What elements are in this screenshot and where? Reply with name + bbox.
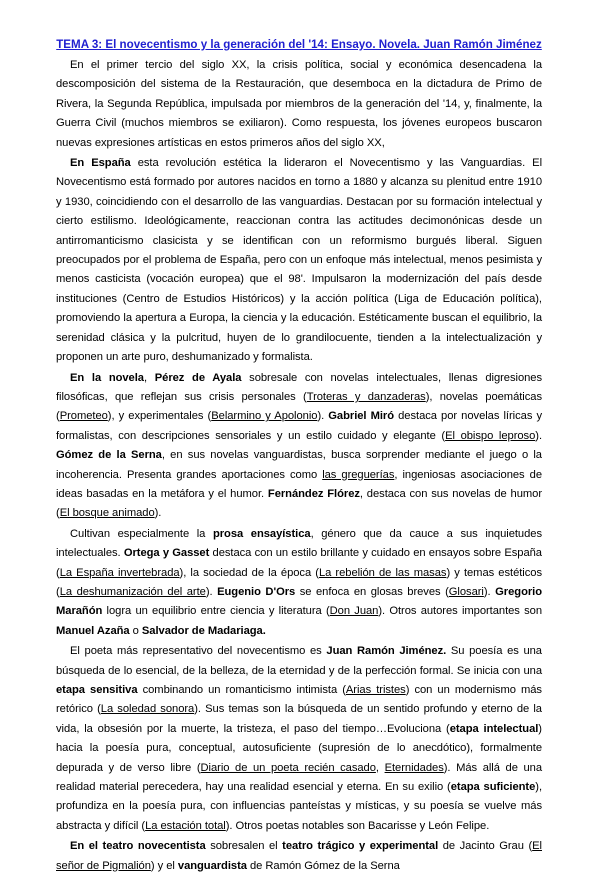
paragraph-teatro: [56, 837, 542, 876]
paragraph-text: ,: [375, 761, 385, 774]
bold-term: En la novela: [70, 371, 144, 384]
paragraph-text: ).: [535, 429, 542, 442]
paragraph-text: logra un equilibrio entre ciencia y literatura (: [102, 605, 330, 618]
bold-term: etapa sensitiva: [56, 684, 138, 696]
paragraph-text: ) y el: [150, 859, 178, 872]
work-title: La España invertebrada: [59, 566, 180, 579]
paragraph-text: ).: [205, 585, 218, 598]
paragraph-text: Cultivan especialmente la: [70, 527, 213, 540]
paragraph-text: El poeta más representativo del novecentismo es: [70, 645, 327, 658]
paragraph-text: ) hacia la poesía pura, conceptual, autosuficiente (supresión de lo anecdótico), formalmente depurada y de verso libre (: [56, 722, 542, 774]
author-name: Ortega y Gasset: [123, 547, 210, 560]
paragraph-ensayo: [56, 525, 542, 641]
paragraph-text: ), la sociedad de la época (: [179, 566, 319, 579]
author-name: Manuel Azaña: [56, 624, 130, 637]
paragraph-text: , ingeniosas asociaciones de ideas basadas en la metáfora y el humor.: [56, 468, 542, 500]
paragraph-text: ), profundiza en la poesía pura, con influencias panteístas y místicas, y su poesía se vuelve más abstracta y difícil (: [56, 781, 542, 832]
paragraph-context: [56, 56, 542, 153]
paragraph-novecentismo: [56, 154, 542, 367]
bold-term: teatro trágico y experimental: [282, 840, 439, 853]
author-name: Gabriel Miró: [328, 410, 395, 423]
paragraph-text: sobresale con novelas intelectuales, llenas digresiones filosóficas, que reflejan sus crisis personales (: [56, 371, 542, 403]
work-title: Arias tristes: [345, 684, 406, 696]
work-title: La estación total: [145, 819, 226, 832]
paragraph-text: ). Sus temas son la búsqueda de un sentido profundo y eterno de la vida, la obsesión por la muerte, la tristeza, el paso del tiempo…Evoluciona (: [56, 703, 542, 735]
bold-term: En el teatro novecentista: [70, 840, 206, 853]
paragraph-text: esta revolución estética la lideraron el Novecentismo y las Vanguardias. El Novecentismo está formado por autores nacidos en torno a 1880 y alcanza su plenitud entre 1910 y 1930, coincidiendo con el desarrollo de las vanguardias. Destacan por su formación intelectual y cierto estilismo. Ideológicamente, reaccionan contra las actitudes decimonónicas desde un antirromanticismo clasicista y se identifican con un reformismo burgués liberal. Siguen preocupados por el problema de España, pero con un enfoque más intelectual, menos pesimista y menos casticista (vocación europea) que el 98'. Impulsaron la modernización del país desde instituciones (Centro de Estudios Históricos) y la acción política (Liga de Educación política), promoviendo la apertura a Europa, la ciencia y la educación. Estéticamente buscan el equilibrio, la serenidad clásica y la pulcritud, huyen de lo grandilocuente, tienden a la intelectualización y proponen un arte puro, deshumanizado y formalista.: [56, 157, 543, 364]
paragraph-text: , destaca con sus novelas de humor (: [56, 487, 542, 520]
work-title: Don Juan: [329, 605, 379, 618]
paragraph-text: combinando un romanticismo intimista (: [137, 684, 346, 696]
work-title: Belarmino y Apolonio: [211, 410, 318, 423]
paragraph-text: ,: [143, 371, 155, 384]
paragraph-text: de Ramón Gómez de la Serna: [246, 859, 400, 872]
work-title: Glosari: [448, 585, 484, 598]
work-title: Diario de un poeta recién casado: [200, 761, 376, 774]
bold-term: vanguardista: [177, 859, 247, 872]
work-title: La rebelión de las masas: [318, 566, 447, 579]
paragraph-text: o: [129, 624, 142, 637]
bold-term: prosa ensayística: [212, 527, 311, 540]
author-name: Salvador de Madariaga.: [141, 624, 266, 637]
work-title: El señor de Pigmalión: [56, 840, 542, 872]
author-name: Gregorio Marañón: [56, 585, 542, 618]
paragraph-text: ).: [483, 585, 496, 598]
paragraph-text: En el primer tercio del siglo XX, la crisis política, social y económica desencadena la descomposición del sistema de la Restauración, que desemboca en la dictadura de Primo de Rivera, la Segunda República, impulsada por miembros de la generación del '14, y, finalmente, la Guerra Civil (muchos miembros se exiliaron). Como respuesta, los jóvenes europeos buscaron nuevas expresiones artísticas en estos primeros años del siglo XX,: [56, 59, 542, 149]
paragraph-text: ).: [154, 507, 162, 520]
bold-term: etapa intelectual: [449, 722, 539, 735]
work-title: las greguerías: [322, 468, 395, 481]
paragraph-text: ).: [317, 410, 329, 423]
paragraph-text: ). Más allá de una realidad material perecedera, hay una realidad esencial y eterna. En su exilio (: [56, 761, 543, 794]
paragraph-text: ). Otros poetas notables son Bacarisse y León Felipe.: [225, 819, 490, 832]
author-name: Fernández Flórez: [267, 487, 360, 500]
bold-term: etapa suficiente: [450, 781, 536, 794]
paragraph-text: destaca por novelas líricas y formalistas, con descripciones sensoriales y un estilo cuidado y elegante (: [56, 410, 543, 442]
work-title: Troteras y danzaderas: [306, 390, 426, 403]
document-title: TEMA 3: El novecentismo y la generación del '14: Ensayo. Novela. Juan Ramón Jiménez: [56, 38, 542, 51]
paragraph-text: ), novelas poemáticas (: [56, 390, 542, 423]
document-content: [56, 38, 542, 877]
paragraph-text: , en sus novelas vanguardistas, busca sorprender mediante el juego o la incoherencia. Presenta grandes aportaciones como: [56, 449, 542, 481]
author-name: Pérez de Ayala: [154, 371, 242, 384]
paragraph-text: se enfoca en glosas breves (: [295, 585, 449, 598]
paragraph-text: ), y experimentales (: [107, 410, 212, 423]
work-title: Eternidades: [384, 761, 444, 774]
paragraph-text: ). Otros autores importantes son: [378, 605, 542, 618]
paragraph-text: destaca con un estilo brillante y cuidado en ensayos sobre España (: [56, 547, 542, 579]
paragraph-novela: [56, 369, 542, 524]
paragraph-text: , género que da cauce a sus inquietudes intelectuales.: [56, 527, 542, 560]
paragraph-text: ) y temas estéticos (: [56, 566, 542, 598]
paragraph-text: Su poesía es una búsqueda de lo esencial, de la belleza, de la eternidad y de la perfección formal. Se inicia con una: [56, 645, 542, 677]
author-name: Juan Ramón Jiménez.: [326, 645, 447, 658]
author-name: Gómez de la Serna: [56, 449, 162, 462]
paragraph-text: ) con un modernismo más retórico (: [56, 684, 542, 716]
paragraph-poesia: [56, 642, 542, 836]
bold-term: En España: [70, 157, 131, 170]
author-name: Eugenio D'Ors: [217, 585, 296, 598]
work-title: El bosque animado: [59, 507, 155, 520]
work-title: La deshumanización del arte: [59, 585, 206, 598]
work-title: Prometeo: [59, 410, 108, 423]
paragraph-text: de Jacinto Grau (: [438, 840, 533, 853]
work-title: La soledad sonora: [100, 703, 195, 716]
paragraph-text: sobresalen el: [205, 840, 283, 853]
work-title: El obispo leproso: [445, 429, 536, 442]
